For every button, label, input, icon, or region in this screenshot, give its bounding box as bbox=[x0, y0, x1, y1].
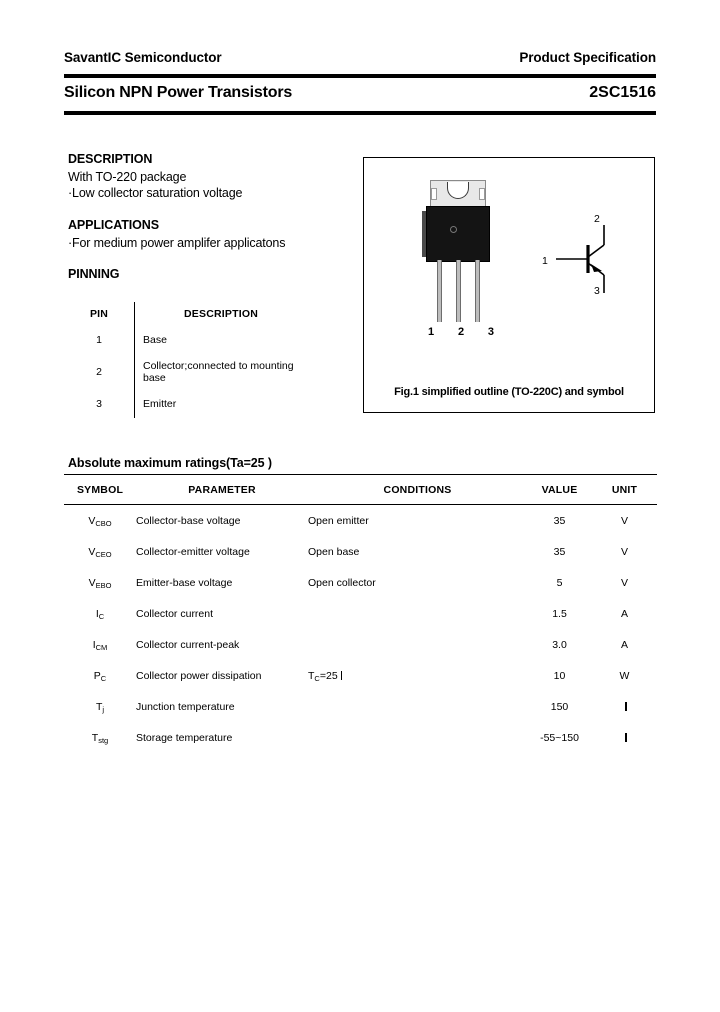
ratings-row-pc-parameter: Collector power dissipation bbox=[136, 669, 262, 682]
ratings-row-vcbo-parameter: Collector-base voltage bbox=[136, 514, 241, 527]
ratings-row-pc-unit: W bbox=[619, 669, 630, 682]
ratings-col-conditions: CONDITIONS bbox=[308, 475, 527, 505]
ratings-header-row bbox=[64, 475, 657, 505]
degree-glyph bbox=[625, 733, 627, 742]
figure-caption: Fig.1 simplified outline (TO-220C) and symbol bbox=[394, 386, 624, 398]
ratings-row-ic-conditions bbox=[308, 598, 527, 629]
ratings-row-pc-value: 10 bbox=[553, 669, 566, 682]
product-family-title: Silicon NPN Power Transistors bbox=[64, 84, 293, 101]
symbol-label-collector: 2 bbox=[594, 213, 600, 225]
ratings-row-tstg-parameter: Storage temperature bbox=[136, 731, 233, 744]
package-pin-number-3: 3 bbox=[487, 326, 494, 338]
package-lead-1 bbox=[437, 260, 442, 322]
pinning-row-2-desc: Collector;connected to mounting base bbox=[135, 354, 308, 390]
degree-glyph bbox=[341, 671, 343, 680]
pinning-table bbox=[64, 302, 307, 418]
ratings-row-vebo-conditions: Open collector bbox=[308, 576, 376, 589]
package-plastic-body bbox=[426, 206, 490, 262]
part-number: 2SC1516 bbox=[589, 84, 656, 101]
ratings-row-vebo-value: 5 bbox=[556, 576, 563, 589]
symbol-label-base: 1 bbox=[542, 255, 548, 267]
ratings-row-vceo-parameter: Collector-emitter voltage bbox=[136, 545, 250, 558]
pinning-col-desc: DESCRIPTION bbox=[135, 302, 308, 326]
left-text-column bbox=[68, 152, 316, 284]
ratings-row-icm-parameter: Collector current-peak bbox=[136, 638, 240, 651]
pinning-row-1-pin: 1 bbox=[96, 334, 102, 346]
pinning-row-1 bbox=[64, 326, 307, 354]
ratings-row-tj-conditions bbox=[308, 691, 527, 722]
pinning-row-3-desc: Emitter bbox=[135, 390, 308, 418]
pinning-col-pin: PIN bbox=[89, 308, 109, 320]
header-rule-top bbox=[64, 74, 656, 78]
header-rule-bottom bbox=[64, 111, 656, 115]
ratings-row-icm-conditions bbox=[308, 629, 527, 660]
applications-heading: APPLICATIONS bbox=[68, 218, 159, 232]
package-pin-numbers bbox=[428, 326, 494, 338]
ratings-row-ic-value: 1.5 bbox=[552, 607, 567, 620]
ratings-row-vceo-symbol: $V_{CEO}$ bbox=[88, 545, 112, 559]
ratings-row-tj-value: 150 bbox=[550, 700, 569, 713]
ratings-row-tj-symbol: $T_j$ bbox=[95, 700, 105, 714]
pinning-row-2 bbox=[64, 354, 307, 390]
company-name: SavantIC Semiconductor bbox=[64, 50, 222, 65]
ratings-row-vcbo-value: 35 bbox=[553, 514, 566, 527]
ratings-row-pc bbox=[64, 660, 657, 691]
ratings-row-tstg-value: -55~150 bbox=[540, 731, 579, 744]
package-pin-number-1: 1 bbox=[428, 326, 435, 338]
ratings-row-pc-symbol: $P_C$ bbox=[93, 669, 107, 683]
ratings-row-vceo bbox=[64, 536, 657, 567]
figure-box bbox=[363, 157, 655, 413]
ratings-row-tstg-symbol: $T_{stg}$ bbox=[91, 731, 109, 745]
ratings-row-tj-unit bbox=[592, 691, 657, 722]
ratings-row-vceo-value: 35 bbox=[553, 545, 566, 558]
ratings-row-vcbo-conditions: Open emitter bbox=[308, 514, 369, 527]
pinning-heading: PINNING bbox=[68, 267, 120, 281]
npn-symbol-svg bbox=[542, 213, 638, 309]
description-line-1: With TO-220 package bbox=[68, 170, 187, 184]
description-line-2: ·Low collector saturation voltage bbox=[68, 186, 243, 200]
pinning-table-header-row bbox=[64, 302, 307, 326]
page-header-title-row bbox=[64, 84, 656, 102]
absolute-maximum-ratings-table bbox=[64, 474, 657, 753]
ratings-row-ic-parameter: Collector current bbox=[136, 607, 214, 620]
ratings-row-tj-parameter: Junction temperature bbox=[136, 700, 235, 713]
ratings-row-tstg-conditions bbox=[308, 722, 527, 753]
ratings-row-ic-unit: A bbox=[620, 607, 628, 620]
document-type: Product Specification bbox=[519, 50, 656, 65]
ratings-row-vebo-unit: V bbox=[620, 576, 628, 589]
ratings-row-vcbo-symbol: $V_{CBO}$ bbox=[88, 514, 112, 528]
package-notch-left bbox=[431, 188, 437, 200]
ratings-row-vcbo-unit: V bbox=[620, 514, 628, 527]
symbol-label-emitter: 3 bbox=[594, 285, 600, 297]
description-heading: DESCRIPTION bbox=[68, 152, 153, 166]
ratings-row-vebo-parameter: Emitter-base voltage bbox=[136, 576, 233, 589]
ratings-row-icm-symbol: $I_{CM}$ bbox=[92, 638, 108, 652]
ratings-row-ic-symbol: $I_C$ bbox=[95, 607, 105, 621]
ratings-row-vceo-unit: V bbox=[620, 545, 628, 558]
package-lead-3 bbox=[475, 260, 480, 322]
to220-package-drawing bbox=[406, 180, 516, 345]
ratings-row-tstg-unit bbox=[592, 722, 657, 753]
ratings-row-tj bbox=[64, 691, 657, 722]
ratings-row-icm-unit: A bbox=[620, 638, 628, 651]
package-logo-mark bbox=[450, 226, 457, 233]
pinning-row-2-pin: 2 bbox=[96, 366, 102, 378]
ratings-row-tstg bbox=[64, 722, 657, 753]
package-lead-2 bbox=[456, 260, 461, 322]
pinning-row-3 bbox=[64, 390, 307, 418]
degree-glyph bbox=[625, 702, 627, 711]
pinning-row-3-pin: 3 bbox=[96, 398, 102, 410]
ratings-row-vebo-symbol: $V_{EBO}$ bbox=[88, 576, 112, 590]
ratings-title: Absolute maximum ratings(Ta=25 ) bbox=[68, 456, 272, 470]
ratings-row-pc-conditions: $T_C=25$ bbox=[308, 660, 527, 691]
pinning-row-1-desc: Base bbox=[135, 326, 308, 354]
npn-transistor-symbol bbox=[542, 213, 638, 309]
ratings-col-parameter: PARAMETER bbox=[136, 475, 308, 505]
applications-line-1: ·For medium power amplifer applicatons bbox=[68, 236, 286, 250]
package-pin-number-2: 2 bbox=[457, 326, 465, 338]
ratings-col-symbol: SYMBOL bbox=[64, 475, 136, 505]
ratings-row-ic bbox=[64, 598, 657, 629]
ratings-row-vceo-conditions: Open base bbox=[308, 545, 360, 558]
ratings-col-value: VALUE bbox=[527, 475, 592, 505]
ratings-row-icm bbox=[64, 629, 657, 660]
package-notch-right bbox=[479, 188, 485, 200]
ratings-row-vcbo bbox=[64, 505, 657, 537]
ratings-col-unit: UNIT bbox=[592, 475, 657, 505]
ratings-row-vebo bbox=[64, 567, 657, 598]
ratings-row-icm-value: 3.0 bbox=[552, 638, 567, 651]
page-header-top bbox=[64, 50, 656, 65]
